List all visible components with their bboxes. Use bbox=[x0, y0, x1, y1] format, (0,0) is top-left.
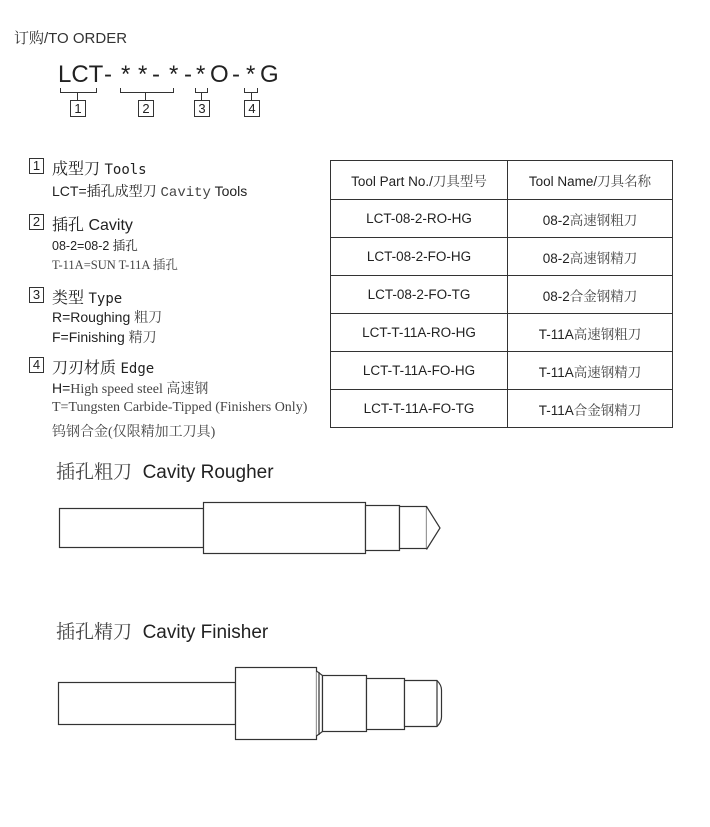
section-number: 3 bbox=[29, 287, 44, 303]
section-title bbox=[52, 355, 154, 378]
code-wildcard: * bbox=[138, 61, 148, 88]
section-line bbox=[52, 181, 247, 201]
code-wildcard: * bbox=[121, 61, 131, 88]
code-prefix: LCT bbox=[58, 61, 104, 88]
tool-name: 08-2合金钢精刀 bbox=[508, 276, 673, 314]
header-part-no: Tool Part No./刀具型号 bbox=[331, 161, 508, 200]
header-tool-name: Tool Name/刀具名称 bbox=[508, 161, 673, 200]
table-row bbox=[331, 200, 673, 238]
title-cn: 类型 bbox=[52, 290, 85, 307]
code-label-3: 3 bbox=[194, 100, 210, 117]
tool-name: 08-2高速钢粗刀 bbox=[508, 200, 673, 238]
section-line bbox=[52, 378, 208, 398]
title-cn: 插孔粗刀 bbox=[56, 461, 133, 483]
title-cn: 刀刃材质 bbox=[52, 360, 117, 377]
tool-name: T-11A高速钢精刀 bbox=[508, 352, 673, 390]
title-cn: 插孔精刀 bbox=[56, 621, 133, 643]
line-text: 粗刀 bbox=[134, 311, 163, 326]
section-line bbox=[52, 327, 157, 347]
section-line: 08-2=08-2 插孔 bbox=[52, 239, 138, 253]
part-number: LCT-T-11A-RO-HG bbox=[331, 314, 508, 352]
tool-name: 08-2高速钢精刀 bbox=[508, 238, 673, 276]
table-row bbox=[331, 352, 673, 390]
section-line: T-11A=SUN T-11A 插孔 bbox=[52, 258, 178, 272]
title-cn: 插孔 bbox=[52, 217, 85, 234]
line-text: Cavity bbox=[160, 185, 211, 201]
code-dash: - bbox=[104, 61, 112, 88]
code-letter-g: G bbox=[260, 61, 279, 88]
code-dash: - bbox=[152, 61, 160, 88]
section-number: 4 bbox=[29, 357, 44, 373]
table-row bbox=[331, 390, 673, 428]
code-letter-o: O bbox=[210, 61, 229, 88]
code-wildcard: * bbox=[196, 61, 206, 88]
title-en: Edge bbox=[120, 361, 155, 377]
line-text: 精刀 bbox=[128, 331, 157, 346]
tool-name: T-11A高速钢粗刀 bbox=[508, 314, 673, 352]
section-title bbox=[52, 156, 147, 179]
line-text: LCT=插孔成型刀 bbox=[52, 183, 157, 199]
part-number: LCT-08-2-FO-HG bbox=[331, 238, 508, 276]
code-wildcard: * bbox=[246, 61, 256, 88]
section-line: T=Tungsten Carbide-Tipped (Finishers Only) bbox=[52, 400, 308, 415]
section-line bbox=[52, 307, 162, 327]
code-label-2: 2 bbox=[138, 100, 154, 117]
code-label-1: 1 bbox=[70, 100, 86, 117]
line-text: High speed steel 高速钢 bbox=[70, 382, 209, 397]
table-header-row bbox=[331, 161, 673, 200]
code-label-4: 4 bbox=[244, 100, 260, 117]
title-en: Tools bbox=[104, 162, 147, 178]
title-cn: 成型刀 bbox=[52, 161, 101, 178]
title-en: Cavity Rougher bbox=[142, 462, 274, 483]
section-title bbox=[52, 285, 122, 308]
table-row bbox=[331, 238, 673, 276]
section-title bbox=[52, 212, 133, 235]
section-number: 2 bbox=[29, 214, 44, 230]
line-text: R=Roughing bbox=[52, 309, 131, 325]
section-line: 钨钢合金(仅限精加工刀具) bbox=[52, 425, 216, 440]
code-wildcard: * bbox=[169, 61, 179, 88]
table-row bbox=[331, 314, 673, 352]
tool-name: T-11A合金钢精刀 bbox=[508, 390, 673, 428]
line-text: F=Finishing bbox=[52, 329, 125, 345]
code-dash: - bbox=[232, 61, 240, 88]
finisher-title bbox=[56, 617, 268, 644]
part-number: LCT-08-2-FO-TG bbox=[331, 276, 508, 314]
line-text: H= bbox=[52, 380, 71, 396]
table-row bbox=[331, 276, 673, 314]
title-en: Type bbox=[88, 291, 123, 307]
order-heading: 订购/TO ORDER bbox=[14, 30, 128, 47]
part-number: LCT-T-11A-FO-TG bbox=[331, 390, 508, 428]
title-en: Cavity bbox=[88, 217, 133, 234]
line-text: Tools bbox=[214, 183, 248, 199]
section-number: 1 bbox=[29, 158, 44, 174]
part-number: LCT-08-2-RO-HG bbox=[331, 200, 508, 238]
part-number: LCT-T-11A-FO-HG bbox=[331, 352, 508, 390]
code-dash: - bbox=[184, 61, 192, 88]
title-en: Cavity Finisher bbox=[142, 622, 269, 643]
parts-table bbox=[330, 160, 673, 428]
rougher-title bbox=[56, 457, 274, 484]
